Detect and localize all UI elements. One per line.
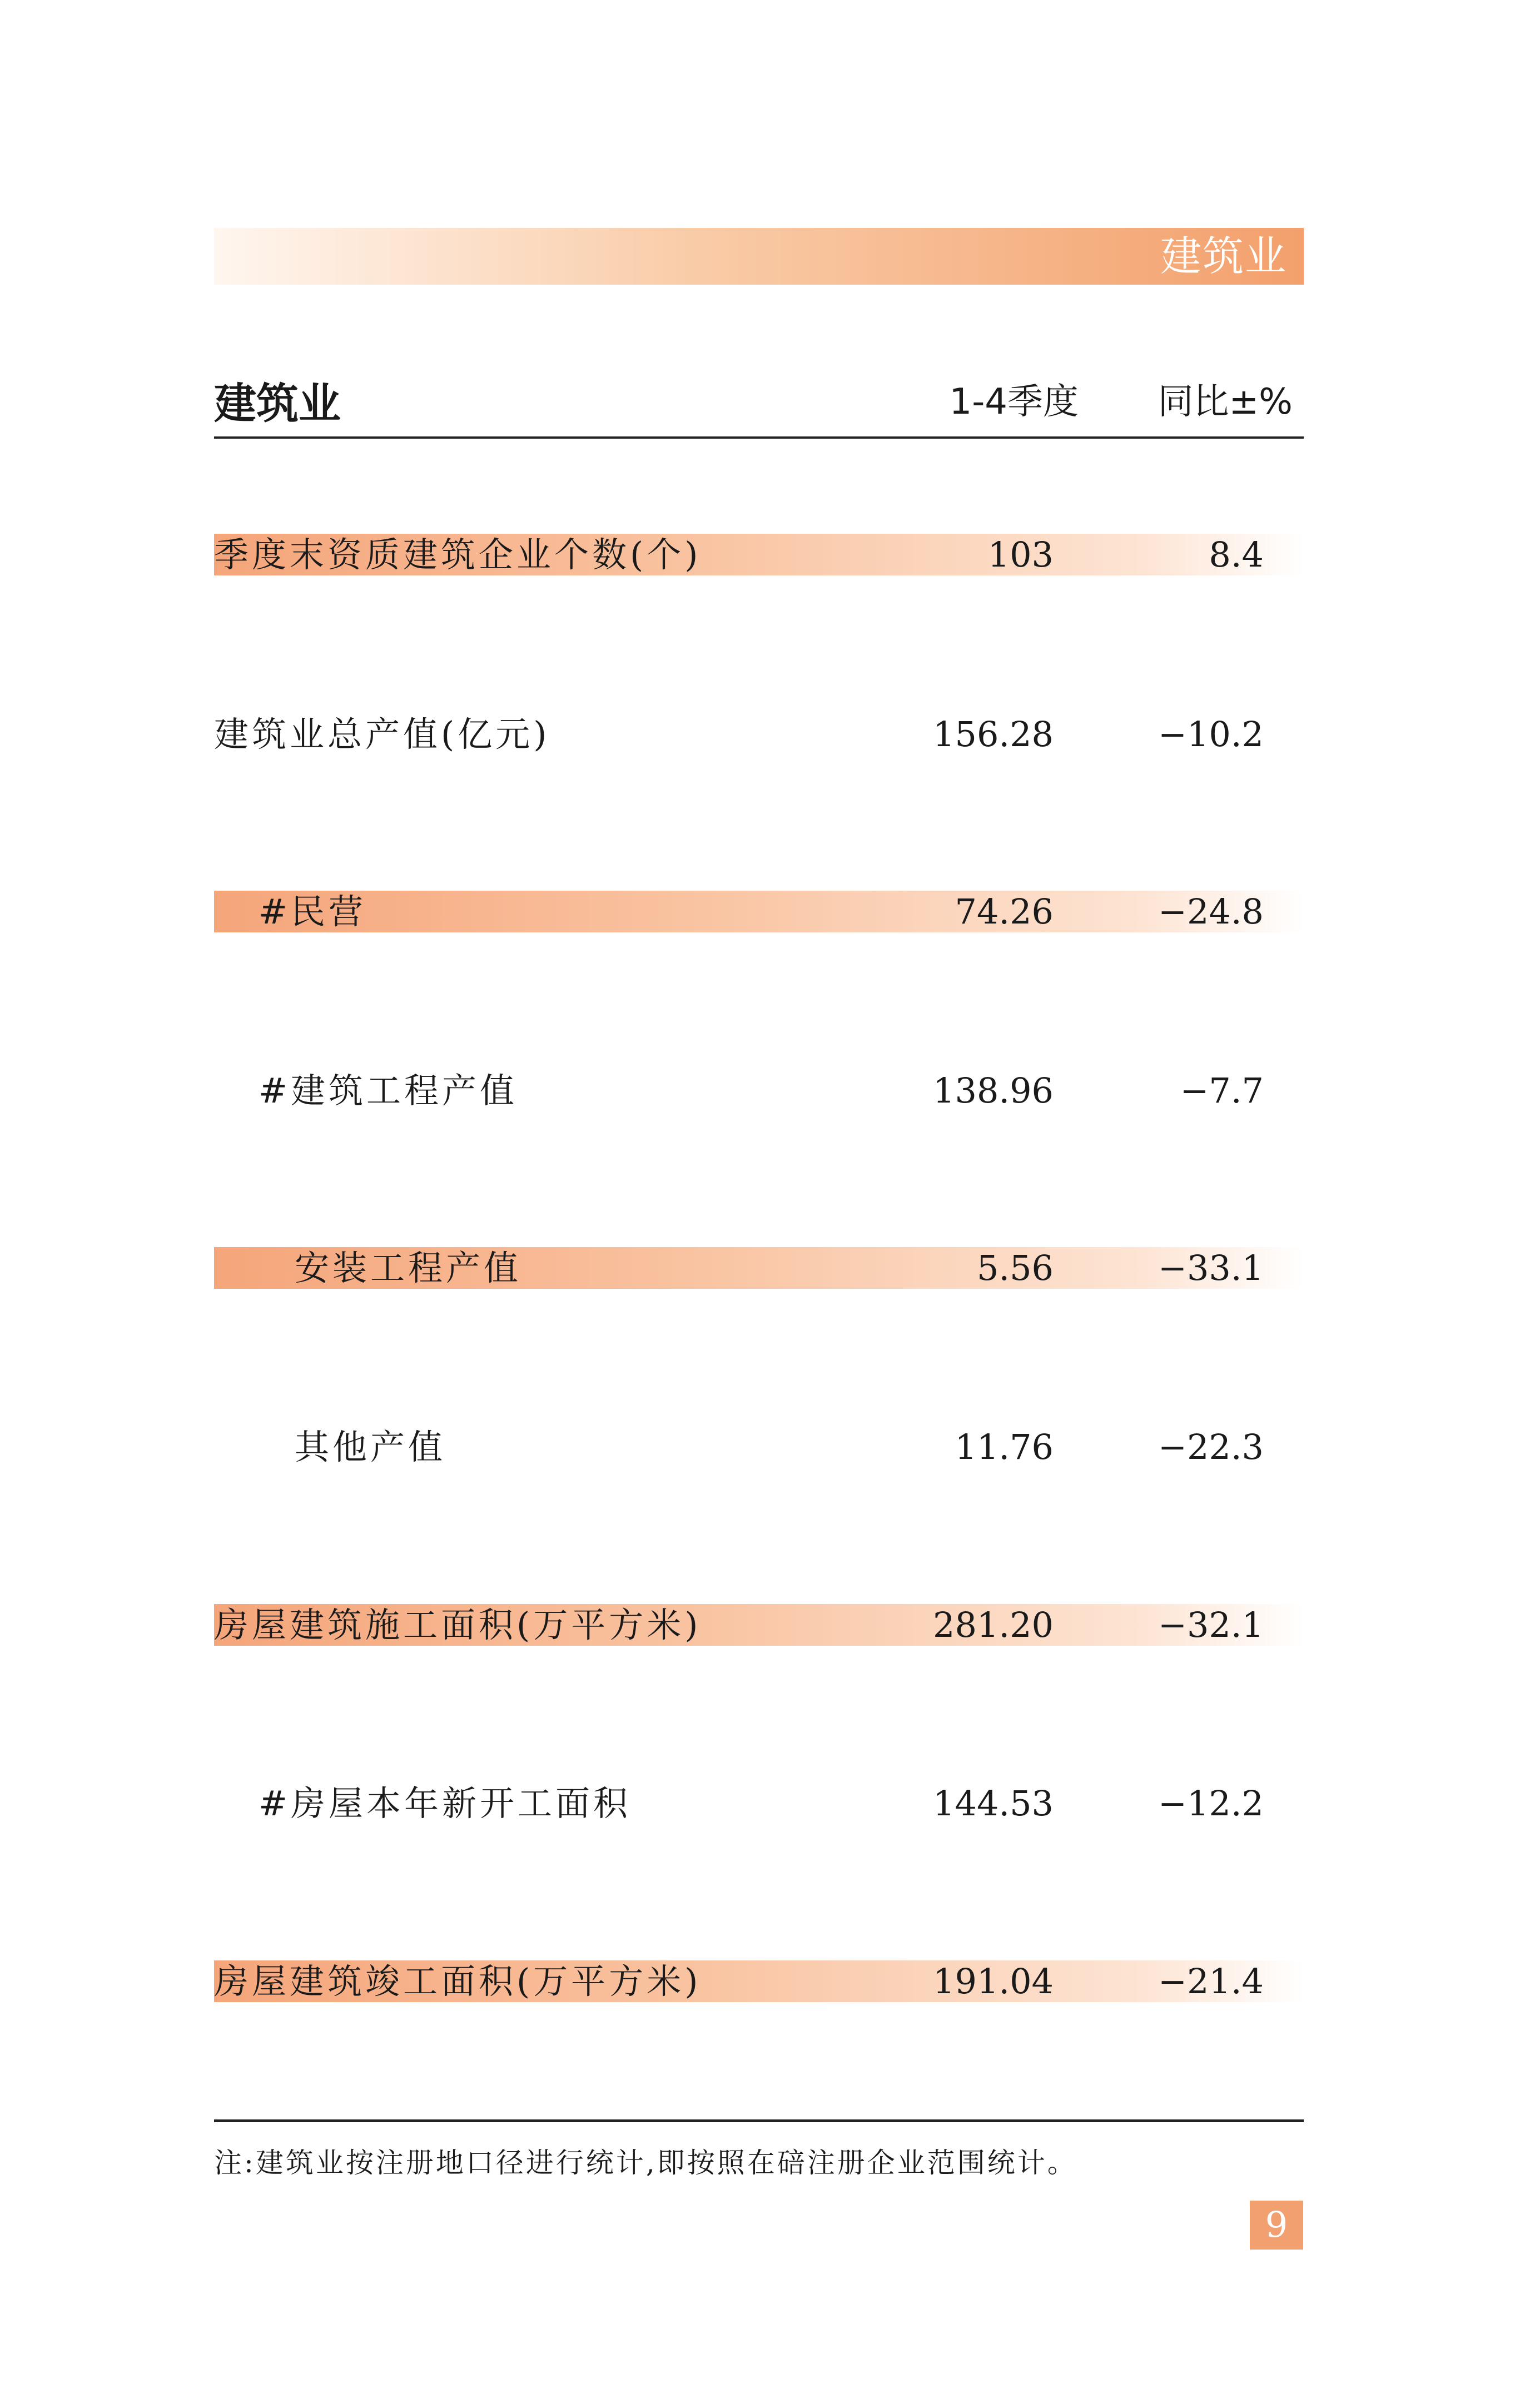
header-yoy: 同比±% [1158,381,1293,423]
row-yoy: −24.8 [1158,891,1264,932]
row-label: 建筑业总产值(亿元) [214,714,550,754]
table-row [214,1783,1304,1824]
section-banner [214,228,1304,285]
row-label: 其他产值 [295,1427,446,1467]
row-yoy: −12.2 [1158,1783,1264,1824]
row-yoy: −21.4 [1158,1961,1264,2002]
table-row [214,1247,1304,1289]
row-yoy: −32.1 [1158,1605,1264,1645]
section-title: 建筑业 [1160,232,1287,280]
row-value: 5.56 [976,1248,1054,1288]
footer-rule [214,2119,1304,2122]
row-label: #房屋本年新开工面积 [259,1783,631,1824]
table-row [214,534,1304,575]
row-yoy: −7.7 [1180,1070,1264,1111]
footnote: 注:建筑业按注册地口径进行统计,即按照在碚注册企业范围统计。 [214,2147,1077,2179]
row-label: #民营 [259,891,366,932]
row-value: 138.96 [933,1070,1054,1111]
row-label: 季度末资质建筑企业个数(个) [214,534,702,575]
table-row [214,891,1304,932]
row-yoy: −33.1 [1158,1248,1264,1288]
table-row [214,1604,1304,1646]
header-indicator-name: 建筑业 [214,379,341,428]
row-label: 安装工程产值 [295,1248,522,1288]
row-label: #建筑工程产值 [259,1070,518,1111]
row-value: 191.04 [933,1961,1054,2002]
row-value: 11.76 [955,1427,1054,1467]
table-row [214,1070,1304,1111]
header-rule [214,436,1304,439]
row-yoy: −22.3 [1158,1427,1264,1467]
page-number: 9 [1250,2201,1303,2250]
table-row [214,713,1304,755]
row-yoy: −10.2 [1158,714,1264,754]
row-value: 281.20 [933,1605,1054,1645]
row-label: 房屋建筑竣工面积(万平方米) [214,1961,702,2002]
table-header [214,359,1304,436]
row-value: 144.53 [933,1783,1054,1824]
row-value: 156.28 [933,714,1054,754]
header-period: 1-4季度 [949,381,1079,423]
row-label: 房屋建筑施工面积(万平方米) [214,1605,702,1645]
row-yoy: 8.4 [1209,534,1264,575]
row-value: 74.26 [955,891,1054,932]
table-row [214,1960,1304,2002]
row-value: 103 [987,534,1054,575]
table-row [214,1426,1304,1468]
